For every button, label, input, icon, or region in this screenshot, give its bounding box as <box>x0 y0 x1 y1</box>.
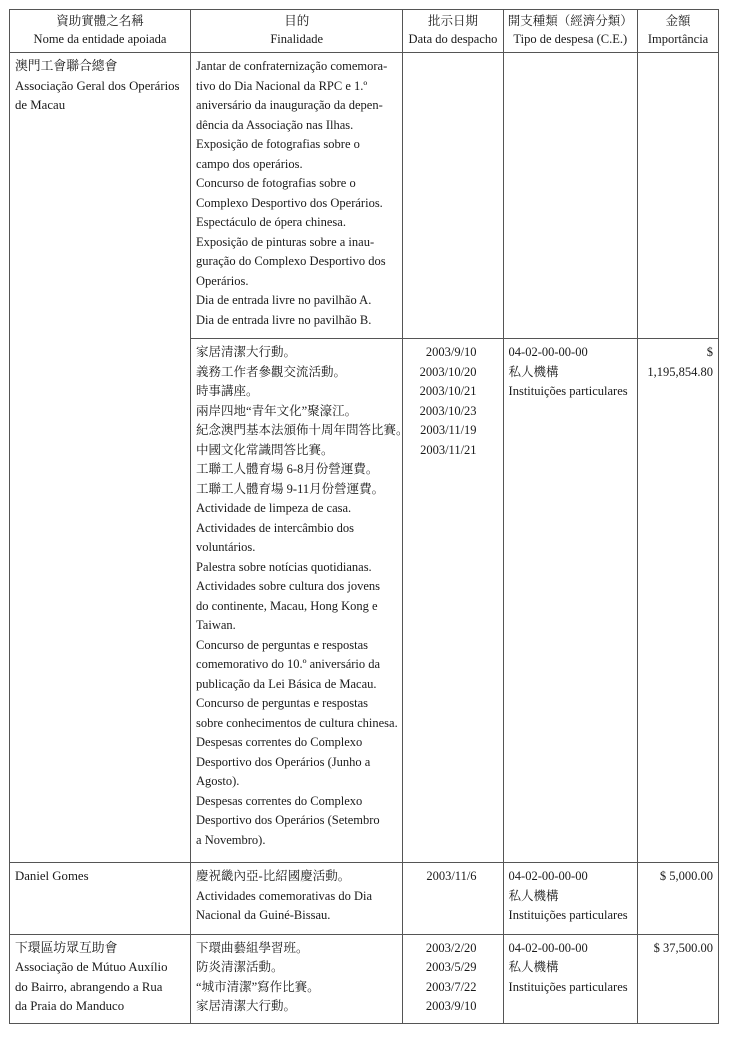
purpose-line: 時事講座。 <box>196 384 259 398</box>
entity-name-line: do Bairro, abrangendo a Rua <box>15 979 163 994</box>
purpose-line: 慶祝畿內亞-比紹國慶活動。 <box>196 869 351 883</box>
purpose-line: Desportivo dos Operários (Setembro <box>196 813 380 827</box>
purpose-line: Palestra sobre notícias quotidianas. <box>196 559 372 574</box>
purpose-line: dência da Associação nas Ilhas. <box>196 117 354 132</box>
despatch-date: 2003/11/19 <box>420 423 477 438</box>
amount-value: $ 1,195,854.80 <box>647 345 713 379</box>
purpose-line: Concurso de perguntas e respostas <box>196 637 368 652</box>
purpose-line: tivo do Dia Nacional da RPC e 1.º <box>196 78 368 93</box>
purpose-line: do continente, Macau, Hong Kong e <box>196 598 378 613</box>
entity-name-line: Daniel Gomes <box>15 869 89 883</box>
despatch-date: 2003/5/29 <box>425 960 477 975</box>
purpose-line: 中國文化常識問答比賽。 <box>196 442 334 457</box>
date-cell <box>403 863 503 935</box>
header-type <box>503 10 638 53</box>
entity-name-line: Associação de Mútuo Auxílio <box>15 960 168 974</box>
expense-type-line: Instituições particulares <box>508 979 628 994</box>
entity-name-line: da Praia do Manduco <box>15 999 125 1013</box>
purpose-line: 義務工作者參觀交流活動。 <box>196 364 347 379</box>
expense-type-cell <box>503 934 638 1023</box>
entity-cell <box>10 863 191 935</box>
header-purpose <box>191 10 403 53</box>
expense-type-line: 04-02-00-00-00 <box>508 869 588 883</box>
purpose-line: 家居清潔大行動。 <box>196 345 297 359</box>
purpose-cell <box>191 934 403 1023</box>
purpose-cell <box>191 53 403 339</box>
purpose-line: Actividades sobre cultura dos jovens <box>196 579 381 593</box>
header-amount-pt: Importância <box>647 32 709 46</box>
purpose-line: aniversário da inauguração da depen- <box>196 98 383 112</box>
header-purpose-zh: 目的 <box>284 14 310 28</box>
header-entity-zh: 資助實體之名稱 <box>56 14 144 28</box>
entity-cell <box>10 53 191 339</box>
header-date-pt: Data do despacho <box>408 32 498 46</box>
table-body <box>10 53 719 1024</box>
purpose-line: Complexo Desportivo dos Operários. <box>196 195 383 210</box>
despatch-date: 2003/10/23 <box>419 403 477 418</box>
amount-cell <box>638 339 719 863</box>
purpose-line: Dia de entrada livre no pavilhão A. <box>196 293 372 307</box>
despatch-date: 2003/9/10 <box>425 999 477 1014</box>
purpose-line: Exposição de fotografias sobre o <box>196 137 360 151</box>
purpose-line: Taiwan. <box>196 618 236 632</box>
header-type-pt: Tipo de despesa (C.E.) <box>513 32 628 46</box>
table-row <box>10 934 719 1023</box>
expense-type-cell <box>503 53 638 339</box>
purpose-line: a Novembro). <box>196 832 266 847</box>
expense-type-cell <box>503 863 638 935</box>
purpose-line: Espectáculo de ópera chinesa. <box>196 215 346 229</box>
purpose-line: Jantar de confraternização comemora- <box>196 59 388 73</box>
purpose-line: 兩岸四地“青年文化”聚濠江。 <box>196 403 358 418</box>
purpose-line: Nacional da Guiné-Bissau. <box>196 908 331 922</box>
despatch-date: 2003/11/21 <box>420 442 477 457</box>
purpose-line: guração do Complexo Desportivo dos <box>196 254 386 268</box>
purpose-line: Agosto). <box>196 774 240 788</box>
expense-type-line: Instituições particulares <box>508 384 628 398</box>
header-row <box>10 10 719 53</box>
amount-value: $ 37,500.00 <box>653 940 713 955</box>
purpose-line: 防炎清潔活動。 <box>196 960 284 974</box>
header-amount-zh: 金額 <box>665 14 691 28</box>
header-date <box>403 10 503 53</box>
purpose-line: 工聯工人體育場 9-11月份營運費。 <box>196 481 385 496</box>
subsidy-table <box>9 9 719 1024</box>
header-entity-pt: Nome da entidade apoiada <box>33 32 167 46</box>
purpose-line: Despesas correntes do Complexo <box>196 735 363 749</box>
purpose-line: 下環曲藝組學習班。 <box>196 940 309 955</box>
entity-name-line: de Macau <box>15 98 66 112</box>
purpose-line: 家居清潔大行動。 <box>196 999 297 1013</box>
purpose-line: Actividade de limpeza de casa. <box>196 501 352 515</box>
purpose-line: Concurso de perguntas e respostas <box>196 696 368 710</box>
despatch-date: 2003/7/22 <box>425 979 477 994</box>
entity-name-line: 下環區坊眾互助會 <box>15 940 118 955</box>
purpose-line: “城市清潔”寫作比賽。 <box>196 979 320 994</box>
date-cell <box>403 934 503 1023</box>
expense-type-line: 私人機構 <box>508 960 559 974</box>
purpose-cell <box>191 339 409 863</box>
date-cell <box>403 53 503 339</box>
despatch-date: 2003/10/21 <box>419 384 477 399</box>
expense-type-line: 私人機構 <box>508 364 559 379</box>
purpose-cell <box>191 863 403 935</box>
expense-type-cell <box>503 339 638 863</box>
header-entity <box>10 10 191 53</box>
header-purpose-pt: Finalidade <box>270 32 324 46</box>
amount-cell <box>638 53 719 339</box>
expense-type-line: 私人機構 <box>508 888 559 903</box>
header-type-zh: 開支種類（經濟分類） <box>507 14 633 28</box>
purpose-line: Exposição de pinturas sobre a inau- <box>196 234 375 249</box>
purpose-line: Despesas correntes do Complexo <box>196 793 363 808</box>
amount-cell <box>638 934 719 1023</box>
expense-type-line: 04-02-00-00-00 <box>508 345 588 359</box>
amount-cell <box>638 863 719 935</box>
purpose-line: Dia de entrada livre no pavilhão B. <box>196 312 372 327</box>
purpose-line: sobre conhecimentos de cultura chinesa. <box>196 715 398 730</box>
date-cell <box>403 339 503 863</box>
purpose-line: 紀念澳門基本法頒佈十周年問答比賽。 <box>196 423 409 437</box>
entity-cell <box>10 339 191 863</box>
despatch-date: 2003/9/10 <box>425 345 477 359</box>
purpose-line: publicação da Lei Básica de Macau. <box>196 676 377 691</box>
purpose-line: Operários. <box>196 273 249 288</box>
entity-name-line: Associação Geral dos Operários <box>15 78 180 93</box>
entity-name-line: 澳門工會聯合總會 <box>15 59 118 73</box>
purpose-line: comemorativo do 10.º aniversário da <box>196 657 381 671</box>
purpose-line: campo dos operários. <box>196 156 303 171</box>
table-row <box>10 863 719 935</box>
amount-value: $ 5,000.00 <box>659 869 713 883</box>
despatch-date: 2003/11/6 <box>426 869 477 883</box>
purpose-line: Desportivo dos Operários (Junho a <box>196 754 371 769</box>
despatch-date: 2003/2/20 <box>425 940 477 955</box>
expense-type-line: 04-02-00-00-00 <box>508 940 588 955</box>
expense-type-line: Instituições particulares <box>508 908 628 922</box>
table-row <box>10 53 719 339</box>
purpose-line: Actividades comemorativas do Dia <box>196 888 373 903</box>
table-row <box>10 339 719 863</box>
despatch-date: 2003/10/20 <box>419 364 477 379</box>
header-date-zh: 批示日期 <box>427 14 478 28</box>
purpose-line: Actividades de intercâmbio dos <box>196 520 354 535</box>
header-amount <box>638 10 719 53</box>
purpose-line: 工聯工人體育場 6-8月份營運費。 <box>196 462 379 476</box>
purpose-line: voluntários. <box>196 540 256 554</box>
entity-cell <box>10 934 191 1023</box>
purpose-line: Concurso de fotografias sobre o <box>196 176 356 190</box>
